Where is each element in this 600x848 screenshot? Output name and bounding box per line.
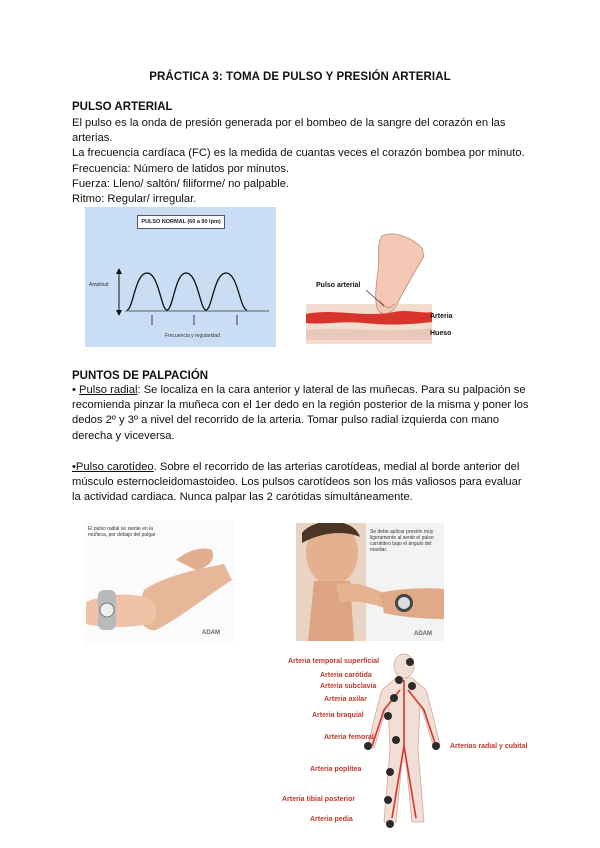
pulso-radial-label: Pulso radial: [79, 384, 138, 396]
text-line: Ritmo: Regular/ irregular.: [72, 193, 197, 206]
finger-artery-figure: [304, 226, 464, 346]
watch-face: [398, 597, 410, 609]
section-heading-puntos: PUNTOS DE PALPACIÓN: [72, 370, 209, 382]
label-carotida: Arteria carótida: [320, 672, 372, 679]
pulse-point-dot: [364, 742, 372, 750]
text-line: arterias.: [72, 132, 113, 145]
text-line: Fuerza: Lleno/ saltón/ filiforme/ no palpable.: [72, 177, 290, 190]
label-braquial: Arteria braquial: [312, 712, 364, 719]
bullet: •: [72, 384, 80, 396]
arrow-head-down: [116, 310, 122, 316]
section-heading-pulso-arterial: PULSO ARTERIAL: [72, 101, 173, 113]
finger-label-arteria: Arteria: [430, 313, 453, 320]
body-arteries-map: [280, 650, 544, 830]
label-subclavia: Arteria subclavia: [320, 683, 377, 690]
wrist-pulse-photo: [84, 520, 234, 644]
pulse-point-dot: [408, 682, 416, 690]
label-poplitea: Arteria poplítea: [310, 766, 362, 773]
label-temporal: Arteria temporal superficial: [288, 658, 380, 665]
text-line: [72, 460, 542, 475]
arrow-head-up: [116, 268, 122, 274]
pulse-point-dot: [386, 820, 394, 828]
pulse-point-dot: [392, 736, 400, 744]
label-radial-cubital: Arterias radial y cubital: [450, 743, 528, 750]
text-line: dedos 2º y 3º a nivel del recorrido de la arteria. Tomar pulso radial izquierda con mano: [72, 414, 500, 427]
finger-shape: [376, 234, 424, 314]
pulse-point-dot: [386, 768, 394, 776]
pulso-carotideo-text: [72, 460, 542, 506]
examiner-hand: [86, 595, 157, 627]
page-title: PRÁCTICA 3: TOMA DE PULSO Y PRESIÓN ARTERIAL: [149, 71, 451, 83]
label-femoral: Arteria femoral: [324, 734, 374, 741]
text-span: : Se localiza en la cara anterior y lateral de las muñecas. Para su palpación se: [137, 384, 526, 396]
palm: [176, 548, 213, 570]
text-line: El pulso es la onda de presión generada por el bombeo de la sangre del corazón en las: [72, 117, 506, 129]
text-line: [72, 383, 542, 398]
frequency-label: Frecuencia y regularidad: [165, 333, 221, 339]
pulse-point-dot: [432, 742, 440, 750]
pulse-point-dot: [384, 796, 392, 804]
pulso-arterial-text: [72, 116, 542, 207]
finger-label-hueso: Hueso: [430, 330, 452, 337]
pulse-wave-svg: [85, 207, 276, 347]
finger-label-pulso: Pulso arterial: [316, 282, 361, 289]
pulse-wave-figure: [85, 207, 276, 347]
pulse-wave-title: PULSO NORMAL (60 a 90 lpm): [141, 219, 221, 225]
watch-face: [100, 603, 114, 617]
pulse-point-dot: [384, 712, 392, 720]
text-line: la actividad cardiaca. Nunca palpar las 2 carótidas simultáneamente.: [72, 491, 413, 504]
text-line: derecha y viceversa.: [72, 429, 175, 442]
pulse-wave-line: [127, 273, 247, 310]
amplitude-label: Amplitud: [89, 282, 109, 288]
text-span: . Sobre el recorrido de las arterias carotídeas, medial al borde anterior del: [153, 461, 520, 473]
pulse-point-dot: [395, 676, 403, 684]
pulse-point-dot: [406, 658, 414, 666]
carotid-pulse-photo: [296, 523, 444, 641]
text-line: La frecuencia cardíaca (FC) es la medida de cuantas veces el corazón bombea por minuto.: [72, 147, 525, 160]
pulso-carotideo-label: •Pulso carotídeo: [72, 461, 154, 473]
pulso-radial-text: [72, 383, 542, 444]
label-tibial: Arteria tibial posterior: [282, 796, 356, 803]
wrist-illustration: [84, 520, 234, 644]
text-line: músculo esternocleidomastoideo. Los pulsos carotídeos son los más valiosos para evaluar: [72, 476, 522, 489]
adam-credit: ADAM: [202, 630, 220, 636]
label-pedia: Arteria pedia: [310, 816, 353, 823]
carotid-photo-caption: Se debe aplicar presión muy ligeramente al sentir el pulso carotídeo bajo el ángulo del maxilar.: [370, 529, 434, 553]
wrist-photo-caption: El pulso radial se siente en la muñeca, por debajo del pulgar: [88, 526, 156, 538]
text-line: recomienda pinzar la muñeca con el 1er dedo en la región posterior de la misma y poner los: [72, 399, 529, 412]
text-line: Frecuencia: Número de latidos por minutos.: [72, 162, 290, 175]
label-axilar: Arteria axilar: [324, 696, 367, 703]
pulse-point-dot: [390, 694, 398, 702]
adam-credit: ADAM: [414, 631, 432, 637]
